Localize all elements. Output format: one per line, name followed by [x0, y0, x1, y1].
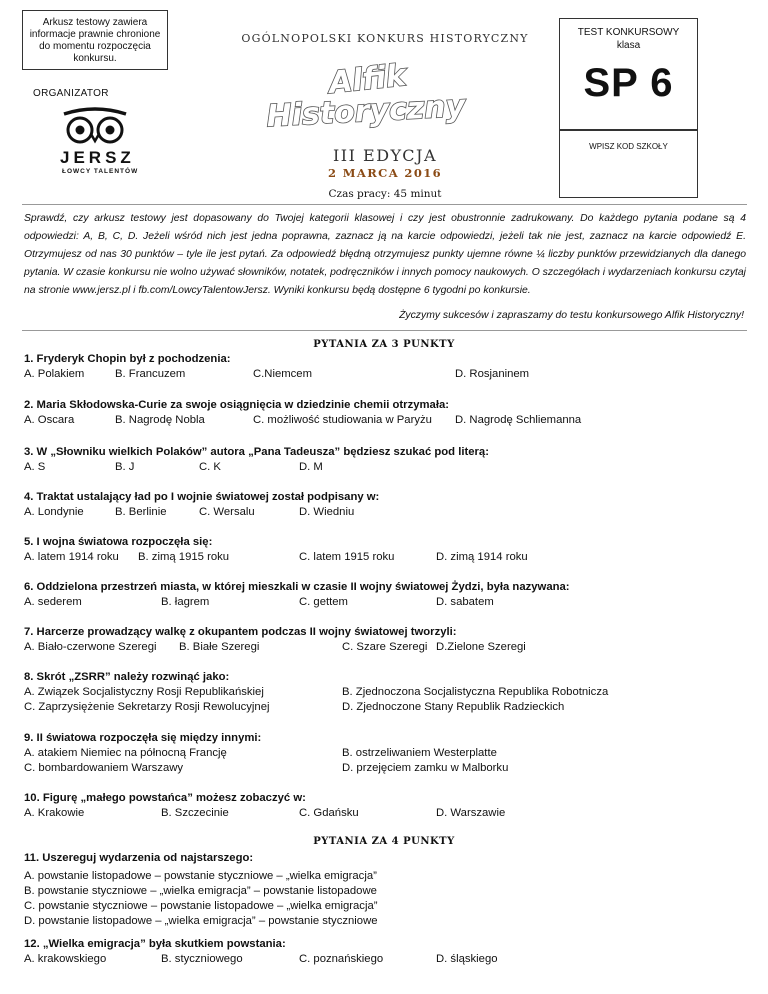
question [24, 398, 748, 428]
answer-d[interactable]: D. Zjednoczone Stany Republik Radzieckich [342, 701, 565, 713]
question-text: 11. Uszereguj wydarzenia od najstarszego: [24, 852, 254, 864]
organizer-tagline: ŁOWCY TALENTÓW [62, 168, 139, 175]
logo-line1: Alfik [327, 58, 408, 101]
answer-d[interactable]: D. sabatem [436, 596, 494, 608]
answer-c[interactable]: C. K [199, 461, 221, 473]
answer-b[interactable]: B. Francuzem [115, 368, 186, 380]
answer-b[interactable]: B. Zjednoczona Socjalistyczna Republika Robotnicza [342, 686, 609, 698]
answer-d[interactable]: D. M [299, 461, 323, 473]
answer-b[interactable]: B. Białe Szeregi [179, 641, 260, 653]
question-text: 9. II światowa rozpoczęła się między innymi: [24, 732, 262, 744]
question [24, 580, 748, 610]
question-text: 4. Traktat ustalający ład po I wojnie światowej został podpisany w: [24, 491, 380, 503]
answer-b[interactable]: B. Berlinie [115, 506, 167, 518]
answer-a[interactable]: A. latem 1914 roku [24, 551, 119, 563]
test-box [559, 18, 698, 130]
school-code-box[interactable] [559, 130, 698, 198]
answer-b[interactable]: B. łagrem [161, 596, 210, 608]
answer-d[interactable]: D. Wiedniu [299, 506, 355, 518]
answer-a[interactable]: A. Biało-czerwone Szeregi [24, 641, 157, 653]
question [24, 490, 748, 520]
answer-c[interactable]: C. możliwość studiowania w Paryżu [253, 414, 432, 426]
question-text: 5. I wojna światowa rozpoczęła się: [24, 536, 213, 548]
answer-d[interactable]: D.Zielone Szeregi [436, 641, 526, 653]
question-text: 6. Oddzielona przestrzeń miasta, w której mieszkali w czasie II wojny światowej Żydzi, była nazywana: [24, 581, 570, 593]
answer-c[interactable]: C. gettem [299, 596, 348, 608]
alfik-historyczny-logo [262, 55, 472, 135]
question-text: 7. Harcerze prowadzący walkę z okupantem podczas II wojny światowej tworzyli: [24, 626, 457, 638]
question [24, 352, 748, 382]
answer-d[interactable]: D. przejęciem zamku w Malborku [342, 762, 509, 774]
section-heading-4-points: PYTANIA ZA 4 PUNKTY [313, 836, 455, 847]
test-box-class-label: klasa [616, 40, 641, 51]
answer-d[interactable]: D. Rosjaninem [455, 368, 530, 380]
answer-a[interactable]: A. krakowskiego [24, 953, 107, 965]
question [24, 937, 748, 967]
answer-c[interactable]: C. latem 1915 roku [299, 551, 395, 563]
answer-a[interactable]: A. Londynie [24, 506, 84, 518]
instructions: Sprawdź, czy arkusz testowy jest dopasowany do Twojej kategorii klasowej i czy jest obustronnie zadrukowany. Do każdego pytania podane są 4 odpowiedzi: A, B, C, D. Jeżeli wśród nich jest jedna poprawna, zaznacz ją na karcie odpowiedzi, jeżeli tak nie jest, zaznacz na karcie odpowiedź E. Otrzymujesz od nas 30 punktów – tyle ile jest pytań. Za odpowiedź błędną otrzymujesz punkty ujemne równe ¼ liczby punktów przewidzianych dla danego pytania. W czasie konkursu nie wolno używać słowników, notatek, podręczników i innych pomocy naukowych. O szczegółach i wydarzeniach konkursu czytaj na stronie www.jersz.pl i fb.com/LowcyTalentowJersz. Wyniki konkursu będą dostępne 6 tygodni po konkursie. [24, 213, 746, 296]
answer-b[interactable]: B. J [115, 461, 135, 473]
answer-d[interactable]: D. śląskiego [436, 953, 498, 965]
school-code-label: WPISZ KOD SZKOŁY [589, 142, 668, 151]
test-box-class: SP 6 [583, 61, 674, 105]
question [24, 731, 748, 776]
organizer-label: ORGANIZATOR [33, 88, 109, 99]
question [24, 445, 748, 475]
question [24, 791, 748, 821]
question [24, 625, 748, 655]
answer-b[interactable]: B. ostrzeliwaniem Westerplatte [342, 747, 497, 759]
answer-d[interactable]: D. zimą 1914 roku [436, 551, 528, 563]
question-text: 10. Figurę „małego powstańca” możesz zobaczyć w: [24, 792, 306, 804]
answer-c[interactable]: C. powstanie styczniowe – powstanie listopadowe – „wielka emigracja” [24, 900, 378, 912]
edition: III EDYCJA [332, 146, 438, 165]
answer-c[interactable]: C. Szare Szeregi [342, 641, 428, 653]
answer-a[interactable]: A. Oscara [24, 414, 75, 426]
organizer-name: JERSZ [60, 148, 135, 167]
test-box-title: TEST KONKURSOWY [577, 27, 680, 38]
contest-title: OGÓLNOPOLSKI KONKURS HISTORYCZNY [241, 32, 529, 45]
logo-line2: Historyczny [265, 88, 466, 135]
question [24, 535, 748, 565]
answer-c[interactable]: C. bombardowaniem Warszawy [24, 762, 184, 774]
answer-b[interactable]: B. powstanie styczniowe – „wielka emigracja” – powstanie listopadowe [24, 885, 377, 897]
divider [22, 330, 747, 331]
answer-a[interactable]: A. Związek Socjalistyczny Rosji Republikańskiej [24, 686, 264, 698]
answer-a[interactable]: A. Krakowie [24, 807, 85, 819]
contest-date: 2 MARCA 2016 [327, 166, 443, 180]
question-text: 12. „Wielka emigracja” była skutkiem powstania: [24, 938, 286, 950]
answer-d[interactable]: D. Nagrodę Schliemanna [455, 414, 582, 426]
answer-b[interactable]: B. styczniowego [161, 953, 243, 965]
answer-a[interactable]: A. Polakiem [24, 368, 85, 380]
answer-c[interactable]: C. Zaprzysiężenie Sekretarzy Rosji Rewolucyjnej [24, 701, 270, 713]
question-text: 8. Skrót „ZSRR” należy rozwinąć jako: [24, 671, 230, 683]
answer-a[interactable]: A. powstanie listopadowe – powstanie styczniowe – „wielka emigracja” [24, 870, 377, 882]
answer-c[interactable]: C. poznańskiego [299, 953, 384, 965]
question [24, 670, 748, 715]
answer-d[interactable]: D. powstanie listopadowe – „wielka emigracja” – powstanie styczniowe [24, 915, 378, 927]
answer-a[interactable]: A. sederem [24, 596, 82, 608]
answer-c[interactable]: C.Niemcem [253, 368, 312, 380]
section-heading-3-points: PYTANIA ZA 3 PUNKTY [313, 339, 455, 350]
answer-a[interactable]: A. atakiem Niemiec na północną Francję [24, 747, 227, 759]
question [24, 851, 748, 929]
question-text: 2. Maria Skłodowska-Curie za swoje osiągnięcia w dziedzinie chemii otrzymała: [24, 399, 450, 411]
answer-c[interactable]: C. Wersalu [199, 506, 255, 518]
answer-b[interactable]: B. Szczecinie [161, 807, 229, 819]
info-box: Arkusz testowy zawiera informacje prawnie chronione do momentu rozpoczęcia konkursu. [22, 10, 168, 70]
time-limit: Czas pracy: 45 minut [328, 188, 442, 200]
answer-d[interactable]: D. Warszawie [436, 807, 506, 819]
question-text: 1. Fryderyk Chopin był z pochodzenia: [24, 353, 231, 365]
wishes: Życzymy sukcesów i zapraszamy do testu konkursowego Alfik Historyczny! [399, 310, 744, 321]
answer-a[interactable]: A. S [24, 461, 46, 473]
answer-b[interactable]: B. Nagrodę Nobla [115, 414, 205, 426]
answer-b[interactable]: B. zimą 1915 roku [138, 551, 230, 563]
answer-c[interactable]: C. Gdańsku [299, 807, 359, 819]
question-text: 3. W „Słowniku wielkich Polaków” autora „Pana Tadeusza” będziesz szukać pod literą: [24, 446, 489, 458]
divider [22, 204, 747, 205]
